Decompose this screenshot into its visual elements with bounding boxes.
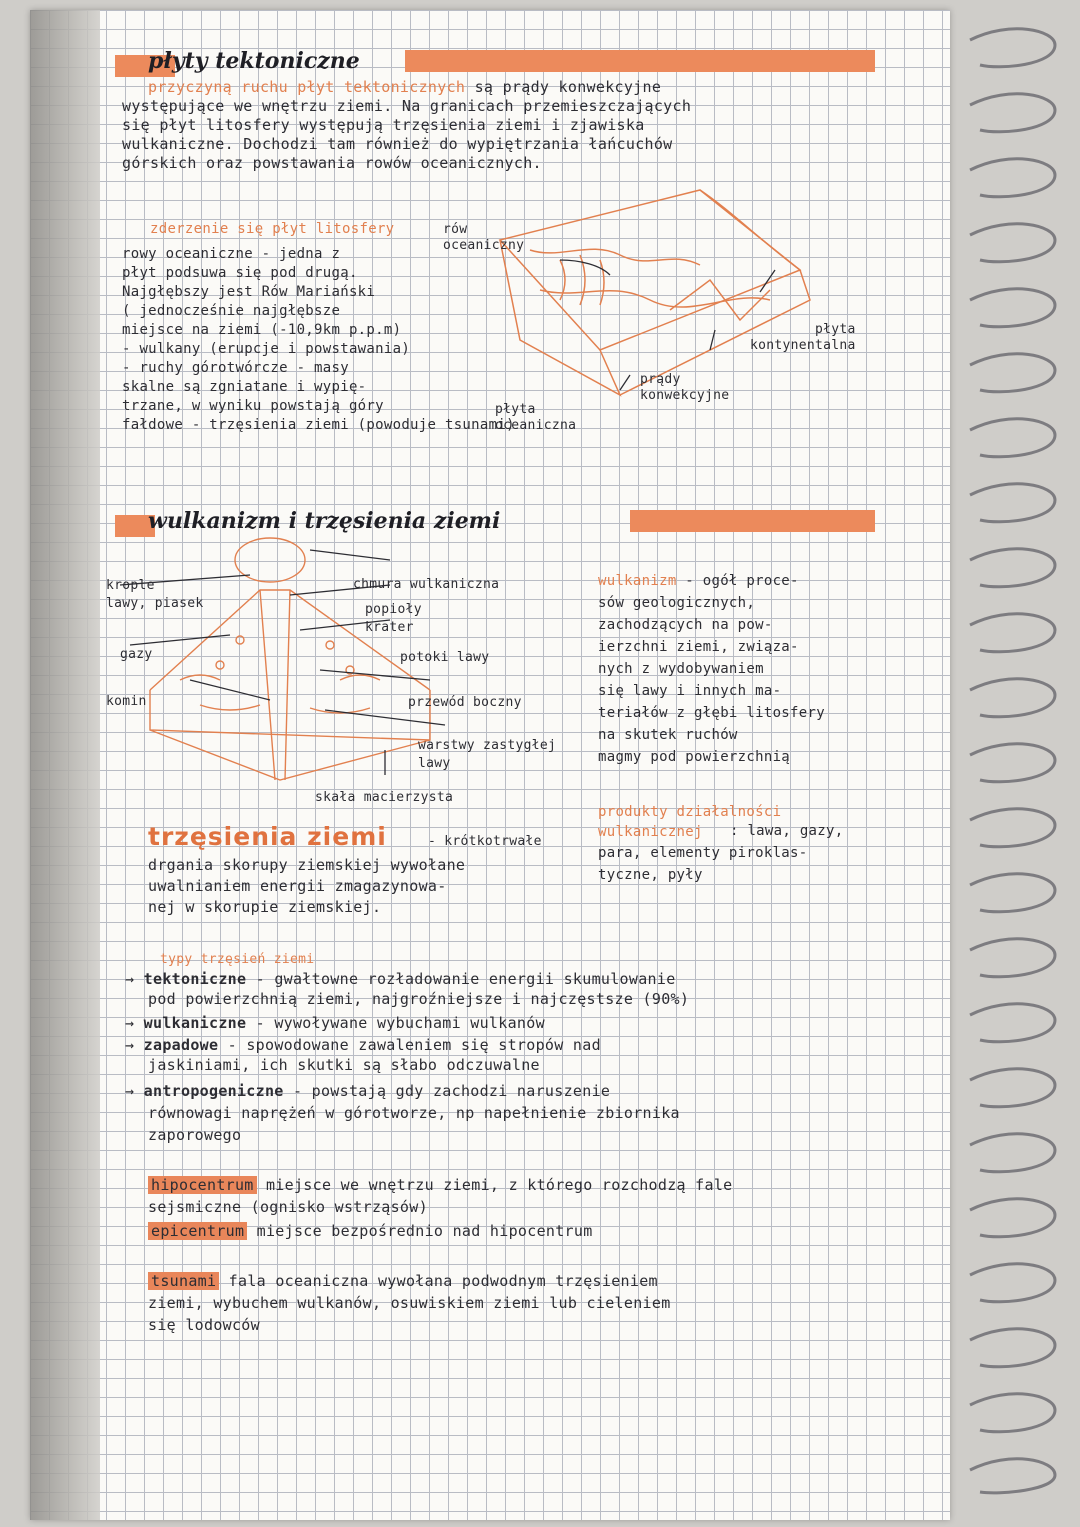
volcano-diagram bbox=[140, 530, 440, 800]
volcanism-def-line: na skutek ruchów bbox=[598, 727, 738, 743]
epicenter-term: epicentrum bbox=[148, 1222, 247, 1240]
tsunami-term: tsunami bbox=[148, 1272, 219, 1290]
arrow-icon: → bbox=[125, 1082, 144, 1100]
hypocenter-line: sejsmiczne (ognisko wstrząsów) bbox=[148, 1198, 428, 1216]
page-margin-shadow bbox=[30, 10, 100, 1520]
arrow-icon: → bbox=[125, 1014, 144, 1032]
label-gases: gazy bbox=[120, 647, 153, 662]
types-heading: typy trzęsień ziemi bbox=[160, 952, 315, 967]
body-line: fałdowe - trzęsienia ziemi (powoduje tsunami) bbox=[122, 417, 515, 433]
type-line: pod powierzchnią ziemi, najgroźniejsze i najczęstsze (90%) bbox=[148, 990, 690, 1008]
quake-def-line: drgania skorupy ziemskiej wywołane bbox=[148, 856, 466, 874]
spiral-binding bbox=[960, 20, 1070, 1500]
label-parent-rock: skała macierzysta bbox=[315, 790, 454, 805]
quake-def-line: - krótkotrwałe bbox=[428, 834, 542, 849]
header-highlight-right bbox=[630, 510, 875, 532]
body-line: Najgłębszy jest Rów Mariański bbox=[122, 284, 376, 300]
tsunami-line: ziemi, wybuchem wulkanów, osuwiskiem ziemi lub cieleniem bbox=[148, 1294, 671, 1312]
label-oceanic-plate: płyta oceaniczna bbox=[495, 402, 577, 433]
products-heading: produkty działalności wulkanicznej bbox=[598, 804, 782, 840]
label-lava-layers: warstwy zastygłej lawy bbox=[418, 738, 557, 771]
label-chimney: komin bbox=[106, 694, 147, 709]
body-line: rowy oceaniczne - jedna z bbox=[122, 246, 341, 262]
intro-line-1: przyczyną ruchu płyt tektonicznych są prądy konwekcyjne bbox=[148, 78, 662, 96]
volcanism-def-line: magmy pod powierzchnią bbox=[598, 749, 791, 765]
tsunami-line: tsunami fala oceaniczna wywołana podwodnym trzęsieniem bbox=[148, 1272, 658, 1291]
products-line: : lawa, gazy, bbox=[730, 823, 844, 839]
type-line: zaporowego bbox=[148, 1126, 242, 1144]
type-collapse: → zapadowe - spowodowane zawaleniem się stropów nad bbox=[125, 1036, 601, 1054]
label-side-vent: przewód boczny bbox=[408, 695, 522, 710]
label-volcanic-cloud: chmura wulkaniczna bbox=[353, 577, 500, 592]
subheading-plate-collision: zderzenie się płyt litosfery bbox=[150, 221, 395, 237]
label-continental-plate: płyta kontynentalna bbox=[750, 322, 856, 353]
intro-line-5: górskich oraz powstawania rowów oceanicznych. bbox=[122, 154, 542, 172]
body-line: - ruchy górotwórcze - masy bbox=[122, 360, 349, 376]
body-line: miejsce na ziemi (-10,9km p.p.m) bbox=[122, 322, 402, 338]
quake-def-line: nej w skorupie ziemskiej. bbox=[148, 898, 382, 916]
label-lava-drops: krople lawy, piasek bbox=[106, 578, 204, 611]
epicenter-line: epicentrum miejsce bezpośrednio nad hipocentrum bbox=[148, 1222, 593, 1241]
volcanism-def-line: zachodzących na pow- bbox=[598, 617, 773, 633]
volcanism-def-line: się lawy i innych ma- bbox=[598, 683, 782, 699]
type-volcanic: → wulkaniczne - wywoływane wybuchami wulkanów bbox=[125, 1014, 545, 1032]
notebook-page bbox=[30, 10, 950, 1520]
label-ash: popioły bbox=[365, 602, 422, 617]
intro-line-3: się płyt litosfery występują trzęsienia ziemi i zjawiska bbox=[122, 116, 645, 134]
earthquake-title: trzęsienia ziemi bbox=[148, 822, 387, 851]
volcanism-def-line: wulkanizm - ogół proce- bbox=[598, 573, 799, 589]
section-title-plates: płyty tektoniczne bbox=[148, 48, 360, 74]
label-lava-flows: potoki lawy bbox=[400, 650, 490, 665]
arrow-icon: → bbox=[125, 1036, 144, 1054]
hypocenter-term: hipocentrum bbox=[148, 1176, 257, 1194]
body-line: trzane, w wyniku powstają góry bbox=[122, 398, 384, 414]
products-line: para, elementy piroklas- bbox=[598, 845, 808, 861]
label-crater: krater bbox=[365, 620, 414, 635]
type-line: jaskiniami, ich skutki są słabo odczuwalne bbox=[148, 1056, 540, 1074]
volcanism-def-line: ierzchni ziemi, związa- bbox=[598, 639, 799, 655]
type-tectonic: → tektoniczne - gwałtowne rozładowanie energii skumulowanie bbox=[125, 970, 676, 988]
label-convection-currents: prądy konwekcyjne bbox=[640, 372, 730, 403]
body-line: płyt podsuwa się pod drugą. bbox=[122, 265, 358, 281]
volcanism-def-line: sów geologicznych, bbox=[598, 595, 756, 611]
volcanism-def-line: teriałów z głębi litosfery bbox=[598, 705, 825, 721]
body-line: skalne są zgniatane i wypię- bbox=[122, 379, 367, 395]
quake-def-line: uwalnianiem energii zmagazynowa- bbox=[148, 877, 447, 895]
header-highlight-right bbox=[405, 50, 875, 72]
label-ocean-trench: rów oceaniczny bbox=[443, 222, 525, 253]
hypocenter-line: hipocentrum miejsce we wnętrzu ziemi, z którego rozchodzą fale bbox=[148, 1176, 733, 1195]
intro-line-4: wulkaniczne. Dochodzi tam również do wypiętrzania łańcuchów bbox=[122, 135, 673, 153]
tsunami-line: się lodowców bbox=[148, 1316, 260, 1334]
arrow-icon: → bbox=[125, 970, 144, 988]
intro-line-2: występujące we wnętrzu ziemi. Na granicach przemieszczających bbox=[122, 97, 692, 115]
body-line: - wulkany (erupcje i powstawania) bbox=[122, 341, 411, 357]
body-line: ( jednocześnie najgłębsze bbox=[122, 303, 341, 319]
section-title-volcanism: wulkanizm i trzęsienia ziemi bbox=[148, 508, 501, 534]
volcanism-def-line: nych z wydobywaniem bbox=[598, 661, 764, 677]
type-anthropogenic: → antropogeniczne - powstają gdy zachodzi naruszenie bbox=[125, 1082, 611, 1100]
type-line: równowagi naprężeń w górotworze, np napełnienie zbiornika bbox=[148, 1104, 680, 1122]
products-line: tyczne, pyły bbox=[598, 867, 703, 883]
